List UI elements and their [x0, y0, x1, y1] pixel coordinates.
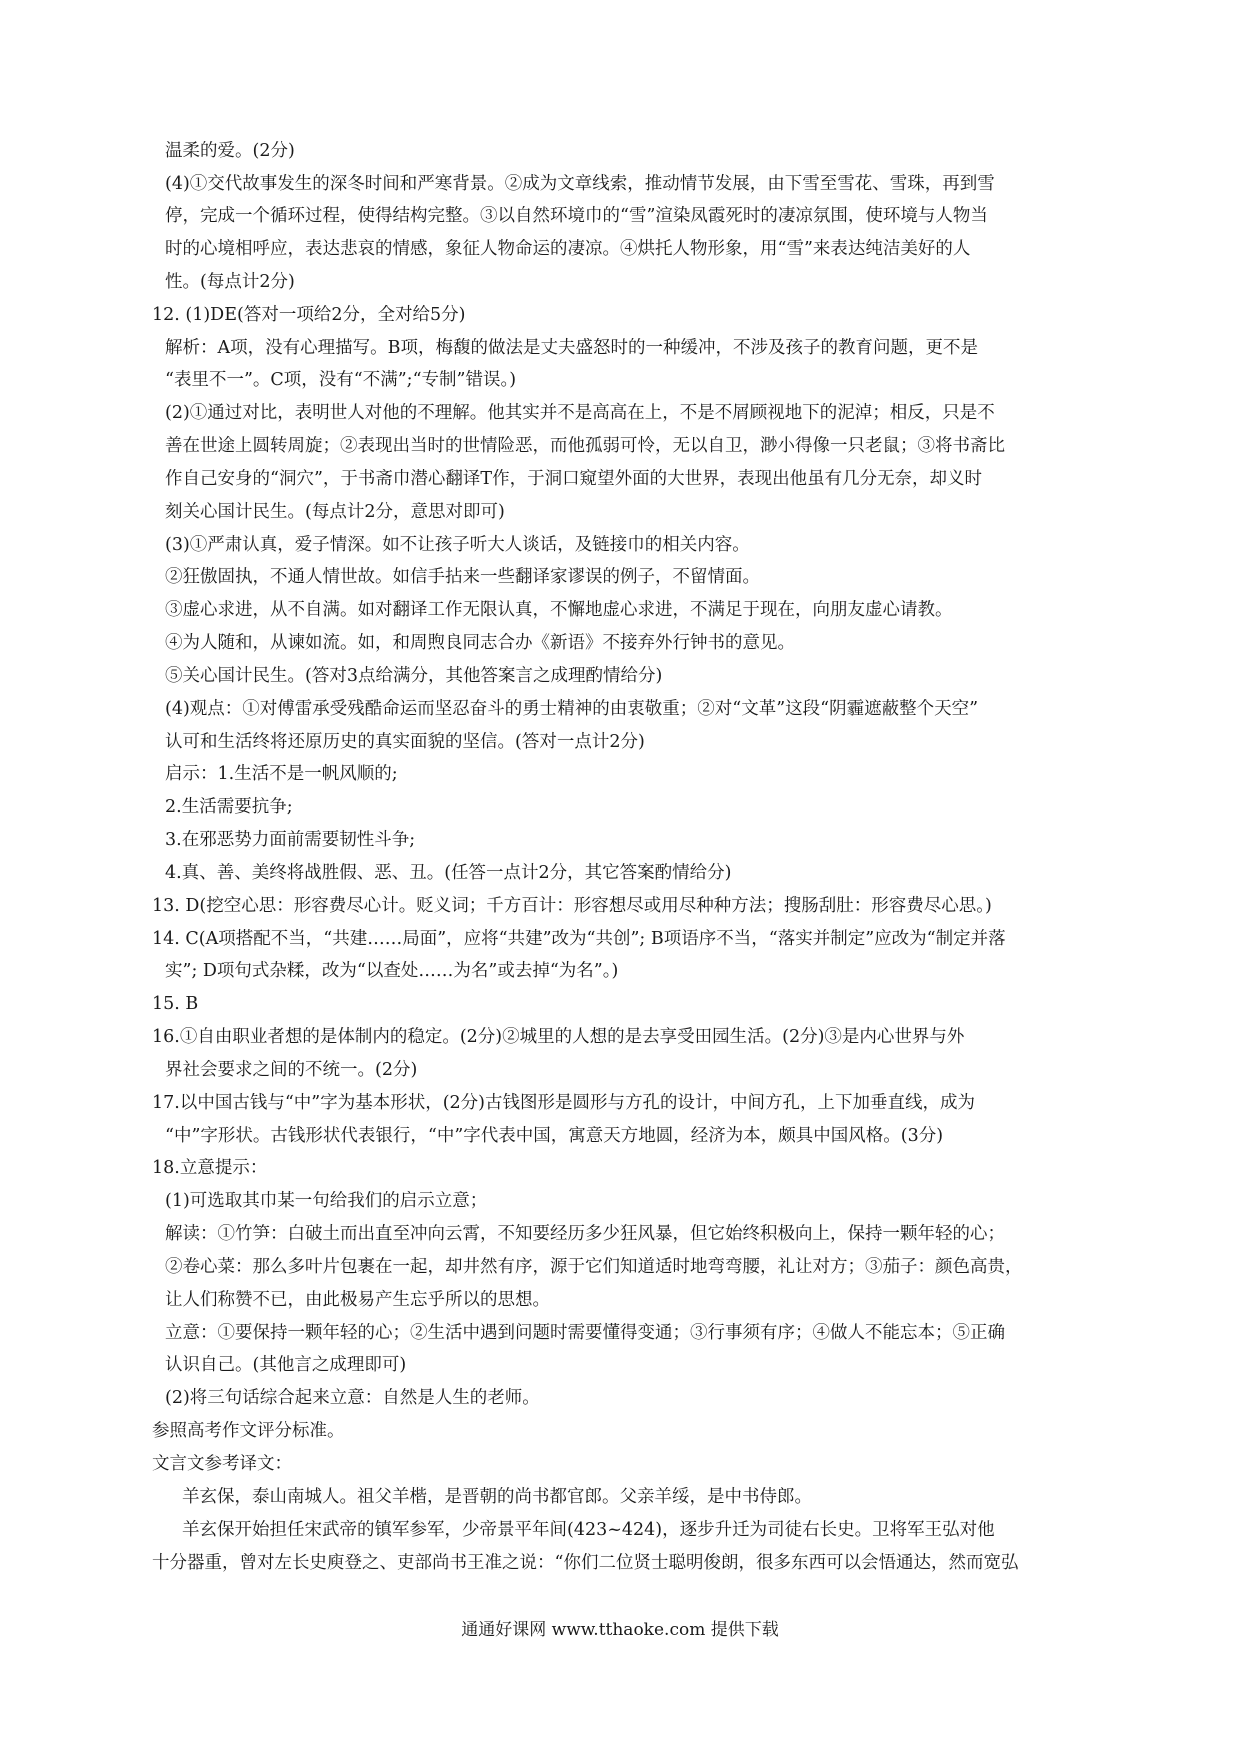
text-line: 界社会要求之间的不统一。(2分)	[165, 1060, 418, 1080]
text-line: 解读：①竹笋：白破土而出直至冲向云霄，不知要经历多少狂风暴，但它始终积极向上，保持一颗年轻的心；	[165, 1224, 1005, 1244]
text-line: ④为人随和，从谏如流。如，和周煦良同志合办《新语》不接弃外行钟书的意见。	[165, 633, 795, 653]
text-line: (1)可选取其巾某一句给我们的启示立意；	[165, 1191, 488, 1211]
text-line: (4)观点：①对傅雷承受残酷命运而坚忍奋斗的勇士精神的由衷敬重；②对“文革”这段“阴霾遮蔽整个天空”	[165, 699, 979, 719]
text-line: (4)①交代故事发生的深冬时间和严寒背景。②成为文章线索，推动情节发展，由下雪至雪花、雪珠，再到雪	[165, 174, 995, 194]
text-line: 温柔的爱。(2分)	[165, 141, 295, 161]
text-line: 4.真、善、美终将战胜假、恶、丑。(任答一点计2分，其它答案酌情给分)	[165, 863, 732, 883]
text-line: 十分器重，曾对左长史庾登之、吏部尚书王准之说：“你们二位贤士聪明俊朗，很多东西可以会悟通达，然而宽弘	[152, 1553, 1019, 1573]
text-line: ②狂傲固执，不通人情世故。如信手拈来一些翻译家谬误的例子，不留情面。	[165, 567, 760, 587]
text-line: (2)①通过对比，表明世人对他的不理解。他其实并不是高高在上，不是不屑顾视地下的泥淖；相反，只是不	[165, 403, 995, 423]
question-17-answer: 17.以中国古钱与“中”字为基本形状，(2分)古钱图形是圆形与方孔的设计，中间方孔，上下加垂直线，成为	[152, 1093, 976, 1113]
text-line: 让人们称赞不已，由此极易产生忘乎所以的思想。	[165, 1290, 550, 1310]
text-line: 善在世途上圆转周旋；②表现出当时的世情险恶，而他孤弱可怜，无以自卫，渺小得像一只老鼠；③将书斋比	[165, 436, 1005, 456]
translation-paragraph: 羊玄保，泰山南城人。祖父羊楷，是晋朝的尚书都官郎。父亲羊绥，是中书侍郎。	[182, 1487, 812, 1507]
text-line: (2)将三句话综合起来立意：自然是人生的老师。	[165, 1388, 540, 1408]
question-16-answer: 16.①自由职业者想的是体制内的稳定。(2分)②城里的人想的是去享受田园生活。(2分)③是内心世界与外	[152, 1027, 965, 1047]
text-line: 认识自己。(其他言之成理即可)	[165, 1355, 407, 1375]
question-14-answer: 14. C(A项搭配不当，“共建……局面”，应将“共建”改为“共创”; B项语序不当，“落实并制定”应改为“制定并落	[152, 929, 1006, 949]
translation-heading: 文言文参考译文：	[152, 1454, 292, 1474]
question-18-heading: 18.立意提示：	[152, 1158, 268, 1178]
text-line: 3.在邪恶势力面前需要韧性斗争;	[165, 830, 416, 850]
text-line: 作自己安身的“洞穴”，于书斋巾潜心翻译T作，于洞口窥望外面的大世界，表现出他虽有几分无奈，却义时	[165, 469, 983, 489]
translation-paragraph: 羊玄保开始担任宋武帝的镇军参军，少帝景平年间(423~424)，逐步升迁为司徒右长史。卫将军王弘对他	[182, 1520, 995, 1540]
text-line: ③虚心求进，从不自满。如对翻译工作无限认真，不懈地虚心求进，不满足于现在，向朋友虚心请教。	[165, 600, 953, 620]
text-line: ②卷心菜：那么多叶片包裹在一起，却井然有序，源于它们知道适时地弯弯腰，礼让对方；③茄子：颜色高贵，	[165, 1257, 1023, 1277]
question-13-answer: 13. D(挖空心思：形容费尽心计。贬义词；千方百计：形容想尽或用尽种种方法；搜肠刮肚：形容费尽心思。)	[152, 896, 992, 916]
text-line: 时的心境相呼应，表达悲哀的情感，象征人物命运的凄凉。④烘托人物形象，用“雪”来表达纯洁美好的人	[165, 239, 971, 259]
text-line: 性。(每点计2分)	[165, 272, 295, 292]
question-15-answer: 15. B	[152, 994, 199, 1014]
text-line: 启示：1.生活不是一帆风顺的;	[165, 764, 398, 784]
text-line: 停，完成一个循环过程，使得结构完整。③以自然环境巾的“雪”渲染凤霞死时的凄凉氛围，使环境与人物当	[165, 206, 988, 226]
text-line: 实”; D项句式杂糅，改为“以查处……为名”或去掉“为名”。)	[165, 961, 619, 981]
text-line: 2.生活需要抗争;	[165, 797, 293, 817]
text-line: “中”字形状。古钱形状代表银行，“中”字代表中国，寓意天方地圆，经济为本，颇具中国风格。(3分)	[165, 1126, 944, 1146]
text-line: (3)①严肃认真，爱子情深。如不让孩子听大人谈话，及链接巾的相关内容。	[165, 535, 750, 555]
page-footer: 通通好课网 www.tthaoke.com 提供下载	[461, 1620, 779, 1640]
text-line: 立意：①要保持一颗年轻的心；②生活中遇到问题时需要懂得变通；③行事须有序；④做人不能忘本；⑤正确	[165, 1323, 1005, 1343]
text-line: 解析：A项，没有心理描写。B项，梅馥的做法是丈夫盛怒时的一种缓冲，不涉及孩子的教育问题，更不是	[165, 338, 978, 358]
grading-note: 参照高考作文评分标准。	[152, 1421, 345, 1441]
text-line: 刻关心国计民生。(每点计2分，意思对即可)	[165, 502, 505, 522]
text-line: ⑤关心国计民生。(答对3点给满分，其他答案言之成理酌情给分)	[165, 666, 663, 686]
question-12-heading: 12. (1)DE(答对一项给2分，全对给5分)	[152, 305, 466, 325]
text-line: 认可和生活终将还原历史的真实面貌的坚信。(答对一点计2分)	[165, 732, 645, 752]
text-line: “表里不一”。C项，没有“不满”;“专制”错误。)	[165, 370, 517, 390]
